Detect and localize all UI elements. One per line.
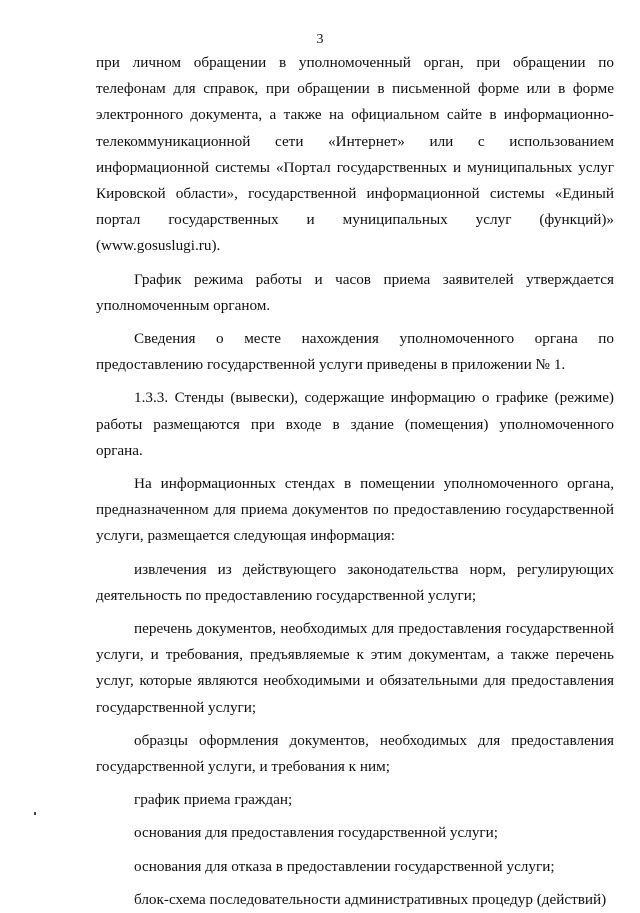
scan-artifact-mark [34, 812, 36, 815]
paragraph-contact-methods: при личном обращении в уполномоченный орган, при обращении по телефонам для справок, при обращении в письменной форме или в форме электронного документа, а также на официальном сайте в информационно-телекоммуникационной сети «Интернет» или с использованием информационной системы «Портал государственных и муниципальных услуг Кировской области», государственной информационной системы «Единый портал государственных и муниципальных услуг (функций)» (www.gosuslugi.ru). [96, 54, 614, 255]
list-item-legislation-extracts: извлечения из действующего законодательства норм, регулирующих деятельность по предоставлению государственной услуги; [96, 560, 614, 604]
paragraph-stands-info-intro: На информационных стендах в помещении уполномоченного органа, предназначенном для приема документов по предоставлению государственной услуги, размещается следующая информация: [96, 475, 614, 545]
list-item-documents-list: перечень документов, необходимых для предоставления государственной услуги, и требования, предъявляемые к этим документам, а также перечень услуг, которые являются необходимыми и обязательными для предоставления государственной услуги; [96, 620, 614, 716]
list-item-procedure-flowchart: блок-схема последовательности административных процедур (действий) [134, 890, 607, 908]
list-item-grounds-for-refusal: основания для отказа в предоставлении государственной услуги; [134, 857, 555, 875]
list-item-reception-schedule: график приема граждан; [134, 791, 293, 809]
paragraph-schedule-approval: График режима работы и часов приема заявителей утверждается уполномоченным органом. [96, 270, 614, 314]
page-number: 3 [316, 32, 324, 47]
paragraph-location-info: Сведения о месте нахождения уполномоченного органа по предоставлению государственной услуги приведены в приложении № 1. [96, 330, 614, 374]
list-item-document-samples: образцы оформления документов, необходимых для предоставления государственной услуги, и требования к ним; [96, 731, 614, 776]
document-body [96, 50, 614, 913]
paragraph-stands-placement: 1.3.3. Стенды (вывески), содержащие информацию о графике (режиме) работы размещаются при входе в здание (помещения) уполномоченного органа. [96, 389, 614, 459]
list-item-grounds-for-provision: основания для предоставления государственной услуги; [134, 824, 498, 842]
